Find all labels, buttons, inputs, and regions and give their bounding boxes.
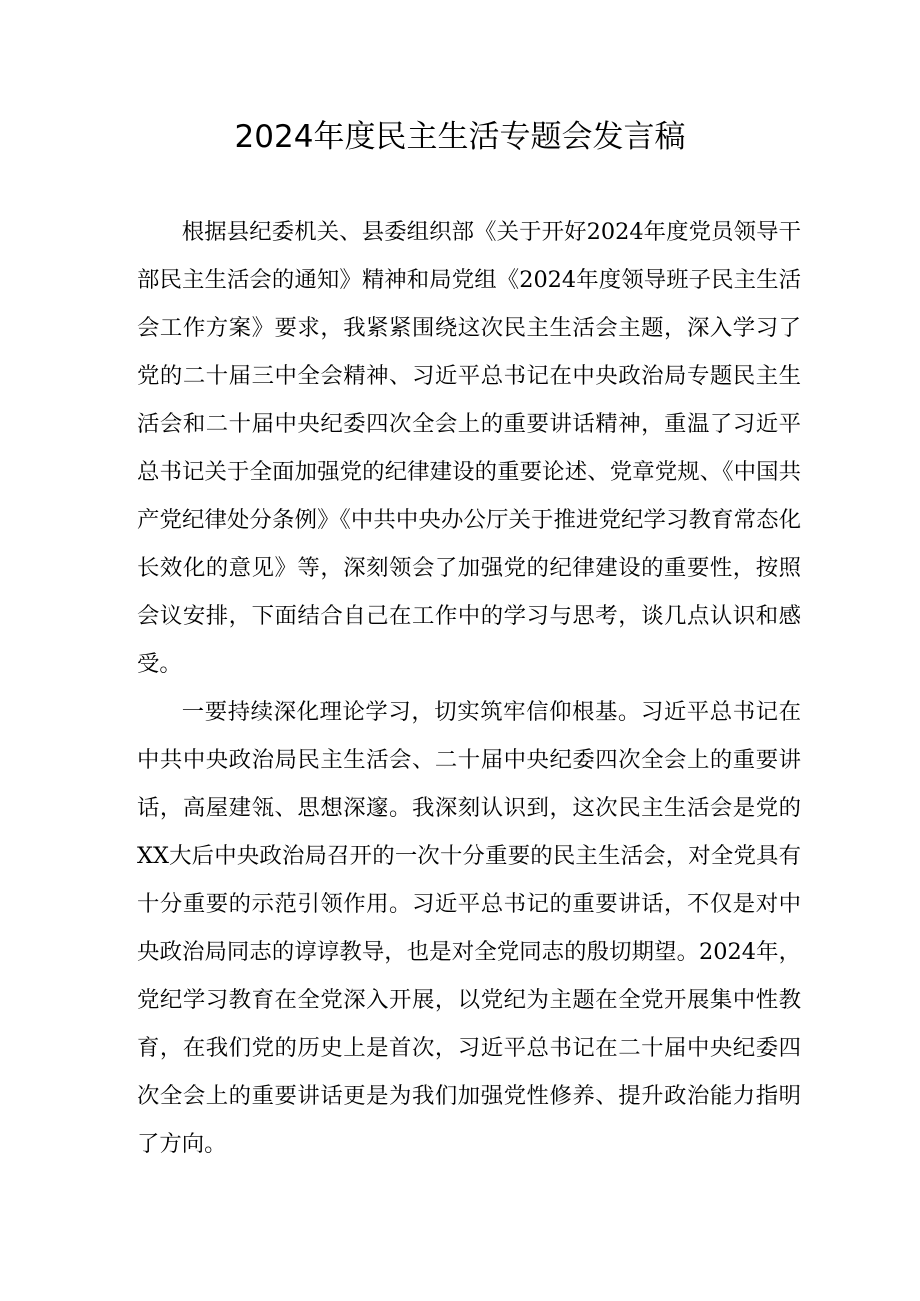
document-body: [137, 208, 801, 1168]
document-title: 2024年度民主生活专题会发言稿: [234, 119, 686, 155]
paragraph-2: 一要持续深化理论学习，切实筑牢信仰根基。习近平总书记在中共中央政治局民主生活会、二十届中央纪委四次全会上的重要讲话，高屋建瓴、思想深邃。我深刻认识到，这次民主生活会是党的XX大后中央政治局召开的一次十分重要的民主生活会，对全党具有十分重要的示范引领作用。习近平总书记的重要讲话，不仅是对中央政治局同志的谆谆教导，也是对全党同志的殷切期望。2024年，党纪学习教育在全党深入开展，以党纪为主题在全党开展集中性教育，在我们党的历史上是首次，习近平总书记在二十届中央纪委四次全会上的重要讲话更是为我们加强党性修养、提升政治能力指明了方向。: [137, 699, 801, 1157]
paragraph-1: 根据县纪委机关、县委组织部《关于开好2024年度党员领导干部民主生活会的通知》精神和局党组《2024年度领导班子民主生活会工作方案》要求，我紧紧围绕这次民主生活会主题，深入学习了党的二十届三中全会精神、习近平总书记在中央政治局专题民主生活会和二十届中央纪委四次全会上的重要讲话精神，重温了习近平总书记关于全面加强党的纪律建设的重要论述、党章党规、《中国共产党纪律处分条例》《中共中央办公厅关于推进党纪学习教育常态化长效化的意见》等，深刻领会了加强党的纪律建设的重要性，按照会议安排，下面结合自己在工作中的学习与思考，谈几点认识和感受。: [137, 219, 801, 677]
